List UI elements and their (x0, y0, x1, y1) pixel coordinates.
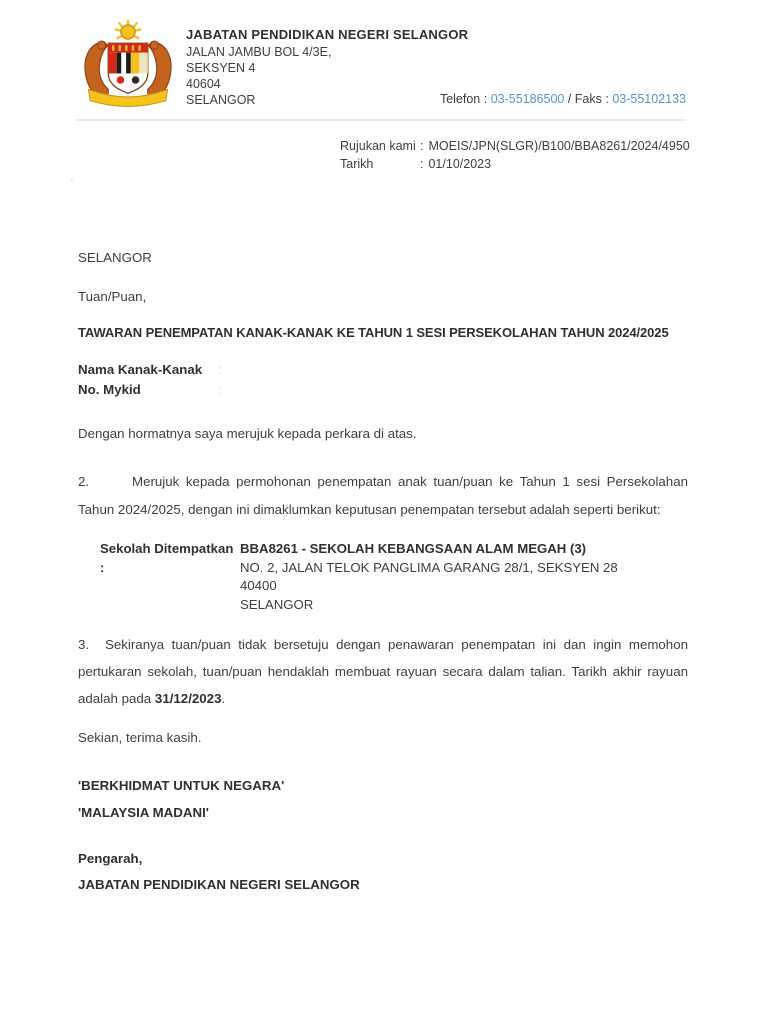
signature-title: Pengarah, (78, 851, 143, 866)
date-row (340, 155, 690, 173)
salutation: Tuan/Puan, (78, 289, 147, 304)
paragraph-3-period: . (221, 691, 226, 706)
motto-madani: 'MALAYSIA MADANI' (78, 805, 209, 820)
malaysia-coat-of-arms-icon (79, 16, 177, 112)
paragraph-2-text: Merujuk kepada permohonan penempatan anak tuan/puan ke Tahun 1 sesi Persekolahan Tahun 2024/2025, dengan ini dimaklumkan keputusan penempatan tersebut adalah seperti berikut: (78, 474, 688, 517)
closing-remark: Sekian, terima kasih. (78, 730, 202, 745)
placement-value (240, 540, 618, 614)
letterhead-address (186, 44, 331, 108)
placement-address-line: NO. 2, JALAN TELOK PANGLIMA GARANG 28/1, SEKSYEN 28 (240, 559, 618, 575)
tarikh-label: Tarikh (340, 157, 374, 171)
paragraph-3-text: Sekiranya tuan/puan tidak bersetuju dengan penawaran penempatan ini dan ingin memohon pertukaran sekolah, tuan/puan hendaklah membuat rayuan secara dalam talian. Tarikh akhir rayuan adalah pada (78, 637, 688, 706)
child-mykid-colon: : (218, 382, 222, 397)
body-paragraph-3 (78, 631, 688, 712)
contact-line (440, 92, 686, 106)
appeal-deadline: 31/12/2023 (154, 691, 222, 706)
child-name-label: Nama Kanak-Kanak (78, 362, 203, 377)
signature-org: JABATAN PENDIDIKAN NEGERI SELANGOR (78, 877, 360, 892)
tarikh-value: 01/10/2023 (428, 157, 492, 171)
subject-line: TAWARAN PENEMPATAN KANAK-KANAK KE TAHUN 1 SESI PERSEKOLAHAN TAHUN 2024/2025 (78, 325, 669, 340)
letterhead-address-line: SEKSYEN 4 (186, 61, 256, 75)
reference-block (340, 137, 690, 173)
rujukan-colon: : (420, 139, 424, 153)
child-name-row (78, 360, 222, 380)
body-paragraph-2 (78, 468, 688, 524)
placement-block (100, 540, 618, 614)
faks-link[interactable]: 03-55102133 (612, 92, 686, 106)
redacted-address-mark: , (70, 168, 74, 183)
faks-label: / Faks : (564, 92, 613, 106)
tarikh-colon: : (420, 157, 424, 171)
letterhead-address-line: JALAN JAMBU BOL 4/3E, (186, 45, 332, 59)
paragraph-3-number: 3. (78, 637, 90, 652)
letterhead-address-line: SELANGOR (186, 93, 256, 107)
placement-address-line: SELANGOR (240, 596, 314, 612)
placement-school-name: BBA8261 - SEKOLAH KEBANGSAAN ALAM MEGAH (3) (240, 541, 587, 556)
header-divider (76, 119, 686, 121)
body-paragraph-1: Dengan hormatnya saya merujuk kepada perkara di atas. (78, 426, 417, 441)
telefon-label: Telefon : (439, 92, 491, 106)
motto-berkhidmat: 'BERKHIDMAT UNTUK NEGARA' (78, 778, 285, 793)
reference-row (340, 137, 690, 155)
letterhead-address-line: 40604 (186, 77, 221, 91)
child-info (78, 360, 222, 400)
telefon-link[interactable]: 03-55186500 (490, 92, 565, 106)
child-name-colon: : (218, 362, 222, 377)
rujukan-label: Rujukan kami (340, 139, 416, 153)
placement-address-line: 40400 (240, 578, 277, 593)
paragraph-2-number: 2. (78, 474, 90, 489)
letterhead-org-name: JABATAN PENDIDIKAN NEGERI SELANGOR (186, 27, 469, 42)
placement-label: Sekolah Ditempatkan : (100, 541, 234, 575)
child-mykid-label: No. Mykid (78, 382, 141, 397)
recipient-state: SELANGOR (78, 250, 152, 265)
rujukan-value: MOEIS/JPN(SLGR)/B100/BBA8261/2024/4950 (428, 139, 690, 153)
child-mykid-row (78, 380, 222, 400)
